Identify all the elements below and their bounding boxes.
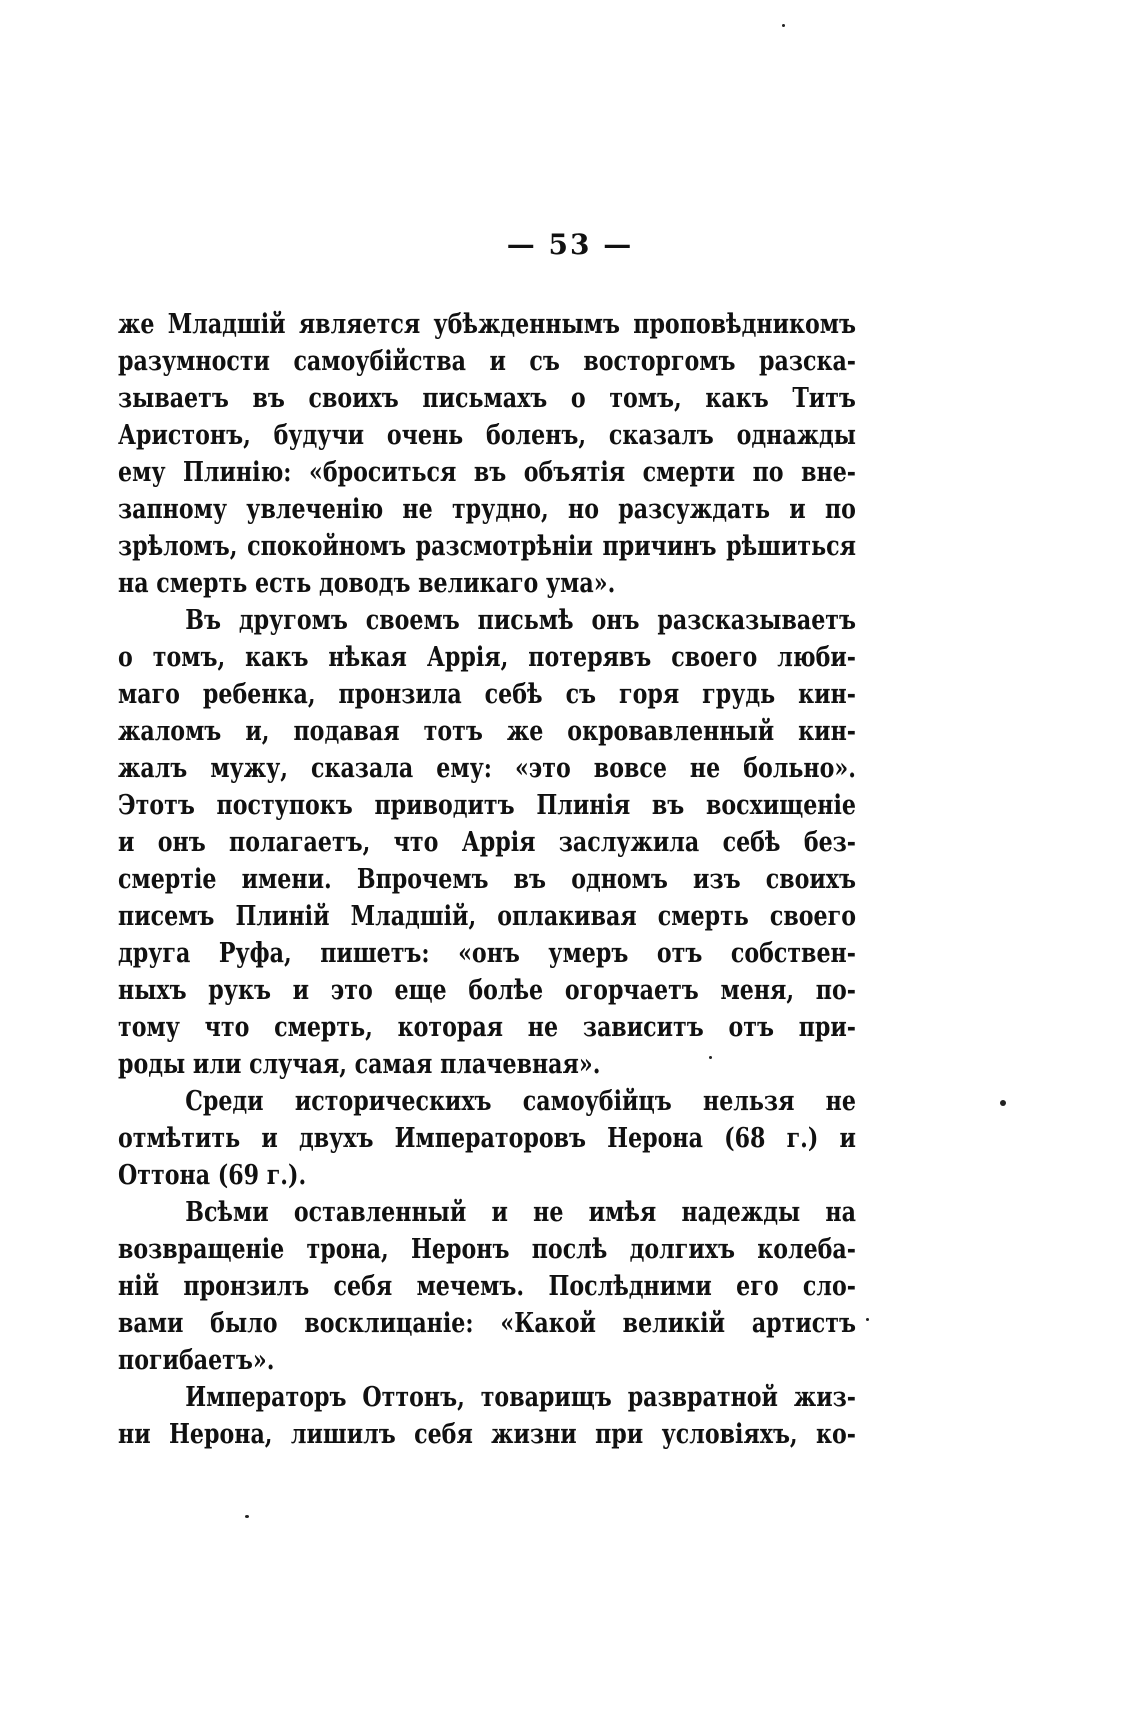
text-line bbox=[118, 1268, 856, 1305]
text-word: себя bbox=[333, 1271, 393, 1302]
text-line: погибаетъ». bbox=[118, 1345, 275, 1376]
text-word: по- bbox=[815, 975, 856, 1006]
text-word: онъ bbox=[591, 605, 640, 636]
text-word: но bbox=[568, 494, 599, 525]
text-word: Въ bbox=[185, 605, 221, 636]
text-word: о bbox=[570, 383, 586, 414]
text-word: и, bbox=[245, 716, 270, 747]
text-word: двухъ bbox=[298, 1123, 374, 1154]
text-word: какъ bbox=[245, 642, 309, 673]
text-word: сказала bbox=[310, 753, 414, 784]
text-word: (68 bbox=[724, 1123, 766, 1154]
text-line bbox=[118, 713, 856, 750]
text-line bbox=[118, 972, 856, 1009]
text-word: историческихъ bbox=[294, 1086, 492, 1117]
text-word: смерть bbox=[657, 901, 749, 932]
text-word: ему bbox=[118, 457, 166, 488]
text-word: трона, bbox=[306, 1234, 389, 1265]
text-line bbox=[118, 1083, 856, 1120]
text-line bbox=[118, 1120, 856, 1157]
text-word: другомъ bbox=[238, 605, 348, 636]
text-word: Аррія bbox=[461, 827, 536, 858]
text-word: объятія bbox=[523, 457, 626, 488]
text-word: смерти bbox=[642, 457, 736, 488]
text-word: ко- bbox=[816, 1419, 856, 1450]
text-word: ему: bbox=[436, 753, 492, 784]
text-word: Аристонъ, bbox=[118, 420, 251, 451]
text-word: было bbox=[210, 1308, 278, 1339]
text-word: убѣжденнымъ bbox=[433, 309, 620, 340]
text-line bbox=[118, 1231, 856, 1268]
text-word: умеръ bbox=[548, 938, 629, 969]
text-word: Этотъ bbox=[118, 790, 195, 821]
text-word: великій bbox=[622, 1308, 726, 1339]
text-line bbox=[118, 1379, 856, 1416]
text-line bbox=[118, 1416, 856, 1453]
print-speck bbox=[709, 1056, 712, 1059]
text-word: Всѣми bbox=[185, 1197, 269, 1228]
text-line: на смерть есть доводъ великаго ума». bbox=[118, 568, 616, 599]
text-word: разсказываетъ bbox=[657, 605, 856, 636]
text-word: и bbox=[489, 346, 506, 377]
text-word: жалъ bbox=[118, 753, 188, 784]
text-word: огорчаетъ bbox=[564, 975, 699, 1006]
text-word: имени. bbox=[241, 864, 332, 895]
text-word: проповѣдникомъ bbox=[633, 309, 856, 340]
text-word: Плинію: bbox=[183, 457, 292, 488]
text-word: спокойномъ bbox=[247, 531, 406, 562]
text-word: мечемъ. bbox=[416, 1271, 525, 1302]
text-word: без- bbox=[803, 827, 856, 858]
text-word: условіяхъ, bbox=[661, 1419, 798, 1450]
text-line bbox=[118, 417, 856, 454]
text-word: заслужила bbox=[558, 827, 700, 858]
text-word: и bbox=[118, 827, 135, 858]
text-word: тому bbox=[118, 1012, 180, 1043]
text-word: по bbox=[752, 457, 784, 488]
text-line bbox=[118, 454, 856, 491]
text-word: своего bbox=[671, 642, 758, 673]
text-word: приводитъ bbox=[374, 790, 515, 821]
text-word: одномъ bbox=[571, 864, 668, 895]
text-word: тотъ bbox=[423, 716, 483, 747]
text-word: разсуждать bbox=[618, 494, 771, 525]
text-word: разсмотрѣніи bbox=[415, 531, 593, 562]
text-word: въ bbox=[513, 864, 547, 895]
text-word: подавая bbox=[293, 716, 400, 747]
text-word: сло- bbox=[802, 1271, 856, 1302]
text-word: больно». bbox=[743, 753, 856, 784]
text-word: же bbox=[506, 716, 544, 747]
text-word: «это bbox=[514, 753, 571, 784]
text-word: какъ bbox=[705, 383, 769, 414]
text-word: Императоръ bbox=[185, 1382, 347, 1413]
text-line bbox=[118, 639, 856, 676]
text-word: не bbox=[402, 494, 433, 525]
text-word: развратной bbox=[627, 1382, 778, 1413]
text-word: Плинія bbox=[536, 790, 631, 821]
text-word: отъ bbox=[728, 1012, 774, 1043]
text-line bbox=[118, 343, 856, 380]
print-speck bbox=[1000, 1100, 1006, 1106]
text-word: Императоровъ bbox=[394, 1123, 586, 1154]
text-word: его bbox=[736, 1271, 779, 1302]
text-word: своихъ bbox=[308, 383, 399, 414]
text-line bbox=[118, 1194, 856, 1231]
text-word: Плиній bbox=[235, 901, 330, 932]
text-word: друга bbox=[118, 938, 191, 969]
text-word: послѣ bbox=[531, 1234, 608, 1265]
text-line bbox=[118, 306, 856, 343]
text-word: увлеченію bbox=[246, 494, 384, 525]
text-word: вами bbox=[118, 1308, 184, 1339]
text-word: потерявъ bbox=[528, 642, 652, 673]
text-line: Оттона (69 г.). bbox=[118, 1160, 307, 1191]
text-word: возвращеніе bbox=[118, 1234, 285, 1265]
text-line bbox=[118, 602, 856, 639]
text-word: рѣшиться bbox=[726, 531, 856, 562]
text-word: лишилъ bbox=[290, 1419, 396, 1450]
text-word: артистъ bbox=[751, 1308, 856, 1339]
text-word: нѣкая bbox=[328, 642, 407, 673]
text-word: самоубійства bbox=[293, 346, 466, 377]
text-word: не bbox=[533, 1197, 564, 1228]
text-word: однажды bbox=[736, 420, 856, 451]
text-word: причинъ bbox=[602, 531, 717, 562]
text-word: оставленный bbox=[293, 1197, 467, 1228]
text-word: рукъ bbox=[208, 975, 271, 1006]
text-word: при bbox=[595, 1419, 644, 1450]
text-word: оплакивая bbox=[497, 901, 637, 932]
text-word: трудно, bbox=[451, 494, 549, 525]
text-word: себѣ bbox=[722, 827, 781, 858]
text-line bbox=[118, 861, 856, 898]
text-lines bbox=[118, 306, 856, 1453]
text-word: онъ bbox=[157, 827, 206, 858]
text-word: зависитъ bbox=[582, 1012, 704, 1043]
text-word: очень bbox=[386, 420, 464, 451]
text-word: боленъ, bbox=[485, 420, 587, 451]
text-line bbox=[118, 787, 856, 824]
text-word: будучи bbox=[273, 420, 365, 451]
text-word: кин- bbox=[798, 716, 856, 747]
text-line bbox=[118, 1305, 856, 1342]
text-word: письмахъ bbox=[422, 383, 548, 414]
text-word: ній bbox=[118, 1271, 160, 1302]
text-line bbox=[118, 935, 856, 972]
text-line bbox=[118, 528, 856, 565]
text-word: «Какой bbox=[500, 1308, 596, 1339]
text-word: что bbox=[204, 1012, 250, 1043]
text-word: и bbox=[839, 1123, 856, 1154]
text-word: съ bbox=[565, 679, 597, 710]
text-word: Младшій bbox=[167, 309, 286, 340]
text-word: Впрочемъ bbox=[356, 864, 489, 895]
text-word: себѣ bbox=[484, 679, 543, 710]
text-word: жизни bbox=[491, 1419, 577, 1450]
text-word: г.) bbox=[786, 1123, 819, 1154]
text-word: «онъ bbox=[458, 938, 520, 969]
text-word: восхищеніе bbox=[705, 790, 856, 821]
text-word: еще bbox=[394, 975, 447, 1006]
text-word: люби- bbox=[777, 642, 856, 673]
text-word: своихъ bbox=[765, 864, 856, 895]
text-word: самоубійцъ bbox=[522, 1086, 672, 1117]
text-word: которая bbox=[397, 1012, 504, 1043]
text-word: съ bbox=[529, 346, 560, 377]
text-word: пишетъ: bbox=[320, 938, 430, 969]
text-word: вне- bbox=[801, 457, 856, 488]
text-word: Младшій, bbox=[350, 901, 477, 932]
text-word: смертіе bbox=[118, 864, 217, 895]
text-word: Оттонъ, bbox=[362, 1382, 465, 1413]
text-word: смерть, bbox=[274, 1012, 373, 1043]
text-word: при- bbox=[798, 1012, 856, 1043]
text-line bbox=[118, 898, 856, 935]
text-word: въ bbox=[252, 383, 285, 414]
text-word: запному bbox=[118, 494, 228, 525]
text-word: долгихъ bbox=[629, 1234, 735, 1265]
text-word: на bbox=[825, 1197, 856, 1228]
text-word: Руфа, bbox=[218, 938, 292, 969]
text-word: о bbox=[118, 642, 133, 673]
text-word: ныхъ bbox=[118, 975, 187, 1006]
text-word: въ bbox=[651, 790, 685, 821]
text-word: сказалъ bbox=[608, 420, 714, 451]
text-word: надежды bbox=[681, 1197, 801, 1228]
text-word: пронзила bbox=[338, 679, 462, 710]
text-word: изъ bbox=[693, 864, 741, 895]
text-word: грудь bbox=[702, 679, 776, 710]
text-word: разумности bbox=[118, 346, 270, 377]
text-word: «броситься bbox=[308, 457, 457, 488]
text-word: по bbox=[824, 494, 856, 525]
text-word: разска- bbox=[759, 346, 856, 377]
text-word: горя bbox=[619, 679, 680, 710]
text-word: отмѣтить bbox=[118, 1123, 241, 1154]
text-word: же bbox=[118, 309, 155, 340]
text-word: пронзилъ bbox=[183, 1271, 310, 1302]
text-word: нельзя bbox=[703, 1086, 795, 1117]
text-word: Неронъ bbox=[411, 1234, 510, 1265]
text-line bbox=[118, 491, 856, 528]
print-speck bbox=[782, 24, 785, 27]
text-word: и bbox=[789, 494, 806, 525]
print-speck bbox=[245, 1515, 249, 1518]
text-word: отъ bbox=[656, 938, 703, 969]
text-word: томъ, bbox=[609, 383, 682, 414]
text-word: это bbox=[330, 975, 373, 1006]
text-word: зрѣломъ, bbox=[118, 531, 238, 562]
text-word: болѣе bbox=[468, 975, 544, 1006]
text-line: роды или случая, самая плачевная». bbox=[118, 1049, 601, 1080]
text-word: колеба- bbox=[757, 1234, 856, 1265]
text-word: Послѣдними bbox=[548, 1271, 712, 1302]
text-word: вовсе bbox=[593, 753, 667, 784]
text-word: товарищъ bbox=[480, 1382, 612, 1413]
text-word: что bbox=[393, 827, 439, 858]
text-line bbox=[118, 676, 856, 713]
text-word: и bbox=[261, 1123, 278, 1154]
text-word: полагаетъ, bbox=[229, 827, 371, 858]
text-word: кин- bbox=[798, 679, 856, 710]
text-word: не bbox=[825, 1086, 856, 1117]
text-word: поступокъ bbox=[216, 790, 353, 821]
text-word: ни bbox=[118, 1419, 151, 1450]
text-word: письмѣ bbox=[477, 605, 574, 636]
text-word: себя bbox=[414, 1419, 473, 1450]
text-word: собствен- bbox=[730, 938, 856, 969]
text-word: писемъ bbox=[118, 901, 215, 932]
text-word: зываетъ bbox=[118, 383, 229, 414]
text-word: и bbox=[491, 1197, 508, 1228]
text-word: ребенка, bbox=[202, 679, 316, 710]
text-line bbox=[118, 750, 856, 787]
text-word: томъ, bbox=[152, 642, 226, 673]
text-word: окровавленный bbox=[567, 716, 775, 747]
text-word: восклицаніе: bbox=[304, 1308, 474, 1339]
text-word: не bbox=[689, 753, 721, 784]
text-word: Нерона bbox=[607, 1123, 703, 1154]
text-word: въ bbox=[473, 457, 507, 488]
text-word: жиз- bbox=[793, 1382, 856, 1413]
text-word: своемъ bbox=[365, 605, 460, 636]
text-word: является bbox=[298, 309, 421, 340]
text-word: имѣя bbox=[588, 1197, 657, 1228]
body-text bbox=[118, 306, 856, 1453]
print-speck bbox=[866, 1318, 869, 1321]
text-word: Аррія, bbox=[426, 642, 509, 673]
text-word: своего bbox=[769, 901, 856, 932]
text-word: и bbox=[292, 975, 310, 1006]
text-word: Среди bbox=[185, 1086, 264, 1117]
text-line bbox=[118, 380, 856, 417]
text-line bbox=[118, 824, 856, 861]
text-word: жаломъ bbox=[118, 716, 222, 747]
text-line bbox=[118, 1009, 856, 1046]
text-word: маго bbox=[118, 679, 180, 710]
text-word: мужу, bbox=[210, 753, 288, 784]
text-word: меня, bbox=[720, 975, 795, 1006]
page-number: — 53 — bbox=[506, 228, 634, 261]
text-word: не bbox=[527, 1012, 559, 1043]
text-word: Титъ bbox=[792, 383, 856, 414]
text-word: Нерона, bbox=[169, 1419, 273, 1450]
text-word: восторгомъ bbox=[583, 346, 736, 377]
